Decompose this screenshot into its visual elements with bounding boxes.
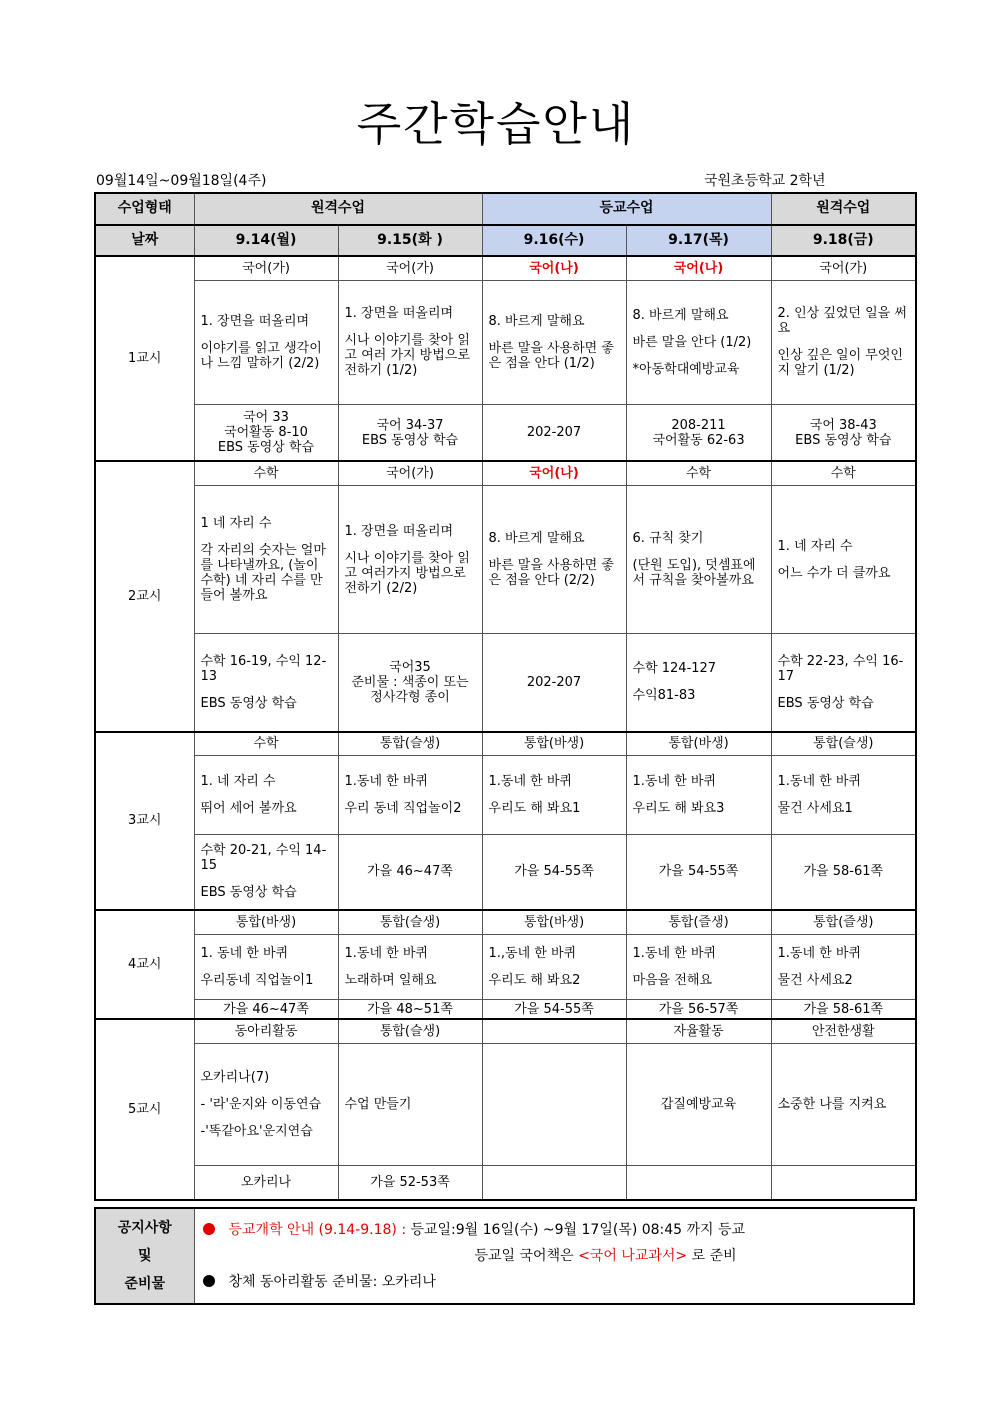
lesson-line: 소중한 나를 지켜요 (777, 1096, 887, 1112)
day-fri: 9.18(금) (771, 225, 916, 257)
notice-label-line: 준비물 (124, 1276, 166, 1292)
pages-row (95, 634, 916, 732)
remote-class-label-2: 원격수업 (771, 193, 916, 225)
lesson-line: 수업 만들기 (344, 1096, 412, 1112)
pages-line: 202-207 (526, 674, 582, 690)
pages-line: 가을 58-61쪽 (803, 864, 884, 880)
lesson-row (95, 935, 916, 1000)
subject-row (95, 910, 916, 934)
lesson-line: - '라'운지와 이동연습 (200, 1096, 322, 1112)
period-label: 1교시 (95, 256, 194, 461)
week-range: 09월14일~09월18일(4주) (96, 173, 267, 189)
pages-line: 준비물 : 색종이 또는 정사각형 종이 (351, 674, 469, 705)
pages-cell (482, 1165, 626, 1200)
subject-cell: 통합(바생) (194, 910, 338, 934)
notice-label-line: 및 (137, 1248, 152, 1264)
lesson-cell (194, 486, 338, 634)
day-mon: 9.14(월) (194, 225, 338, 257)
lesson-line: 1. 장면을 떠올리며 (200, 313, 310, 329)
lesson-line: 우리도 해 봐요2 (488, 973, 581, 989)
lesson-row (95, 756, 916, 834)
lesson-row (95, 486, 916, 634)
pages-row (95, 1165, 916, 1200)
subject-cell: 통합(바생) (482, 732, 626, 756)
lesson-line: 시나 이야기를 찾아 읽고 여러가지 방법으로 전하기 (2/2) (344, 550, 470, 596)
pages-line: 수학 20-21, 수익 14-15 (200, 843, 327, 874)
pages-line: 가을 46~47쪽 (223, 1001, 309, 1017)
notice-line-1 (203, 1217, 906, 1243)
lesson-line: 1. 네 자리 수 (777, 538, 853, 554)
lesson-cell (338, 280, 482, 404)
pages-line: EBS 동영상 학습 (200, 695, 297, 711)
lesson-cell (194, 756, 338, 834)
subject-row (95, 1019, 916, 1043)
lesson-line: 우리도 해 봐요3 (632, 800, 725, 816)
subject-cell: 동아리활동 (194, 1019, 338, 1043)
notice-label (95, 1208, 194, 1304)
lesson-line: 1.동네 한 바퀴 (632, 773, 716, 789)
pages-line: 수익81-83 (632, 688, 696, 704)
lesson-line: (단원 도입), 덧셈표에서 규칙을 찾아볼까요 (632, 558, 756, 589)
pages-line: 수학 124-127 (632, 661, 717, 677)
lesson-line: -'똑같아요'운지연습 (200, 1123, 313, 1139)
subject-row (95, 256, 916, 280)
lesson-cell (771, 280, 916, 404)
pages-row (95, 834, 916, 910)
pages-cell (626, 404, 771, 461)
header-row-date (95, 225, 916, 257)
subject-cell: 국어(가) (194, 256, 338, 280)
lesson-line: 1 네 자리 수 (200, 516, 272, 532)
pages-line: 수학 22-23, 수익 16-17 (777, 653, 904, 684)
subject-cell: 자율활동 (626, 1019, 771, 1043)
lesson-line: 1. 장면을 떠올리며 (344, 523, 454, 539)
pages-line: 오카리나 (240, 1174, 292, 1190)
pages-line: EBS 동영상 학습 (795, 432, 892, 448)
subject-cell: 국어(가) (338, 461, 482, 485)
subject-cell: 통합(바생) (482, 910, 626, 934)
day-thu: 9.17(목) (626, 225, 771, 257)
pages-line: 가을 46~47쪽 (367, 864, 453, 880)
lesson-line: 8. 바르게 말해요 (488, 531, 585, 547)
pages-cell (482, 1000, 626, 1019)
subject-cell: 수학 (771, 461, 916, 485)
lesson-line: 우리동네 직업놀이1 (200, 973, 314, 989)
lesson-line: 2. 인상 깊었던 일을 써요 (777, 306, 907, 337)
pages-cell (482, 634, 626, 732)
pages-cell (771, 1165, 916, 1200)
pages-line: 가을 48~51쪽 (367, 1001, 453, 1017)
period-label: 2교시 (95, 461, 194, 731)
pages-row (95, 404, 916, 461)
pages-cell (338, 634, 482, 732)
pages-line: 국어 38-43 (809, 417, 877, 433)
subject-cell: 국어(나) (626, 256, 771, 280)
notice-label-line: 공지사항 (117, 1220, 172, 1236)
schedule-table (94, 192, 917, 1201)
subject-cell: 수학 (626, 461, 771, 485)
notice-line-3 (203, 1269, 906, 1295)
day-tue: 9.15(화 ) (338, 225, 482, 257)
pages-line: 가을 54-55쪽 (514, 864, 594, 880)
lesson-cell (626, 756, 771, 834)
pages-line: EBS 동영상 학습 (217, 440, 315, 456)
pages-cell (482, 834, 626, 910)
subject-cell: 통합(슬생) (338, 732, 482, 756)
lesson-cell (338, 1043, 482, 1165)
period-label: 3교시 (95, 732, 194, 911)
lesson-line: 1.동네 한 바퀴 (777, 946, 861, 962)
pages-cell (338, 404, 482, 461)
lesson-line: 1.,동네 한 바퀴 (488, 946, 577, 962)
pages-cell (194, 1165, 338, 1200)
lesson-line: 1. 네 자리 수 (200, 773, 276, 789)
pages-cell (338, 1165, 482, 1200)
lesson-cell (194, 280, 338, 404)
pages-cell (338, 1000, 482, 1019)
pages-line: 국어35 (389, 659, 431, 675)
lesson-line: 1.동네 한 바퀴 (777, 773, 861, 789)
lesson-line: 1.동네 한 바퀴 (344, 946, 428, 962)
pages-line: 국어 33 (243, 410, 289, 426)
lesson-line: 6. 규칙 찾기 (632, 531, 704, 547)
black-bullet-icon (203, 1275, 215, 1287)
lesson-cell (338, 756, 482, 834)
lesson-cell (626, 1043, 771, 1165)
lesson-line: 바른 말을 안다 (1/2) (632, 334, 752, 350)
pages-cell (194, 634, 338, 732)
pages-line: 국어활동 8-10 (224, 425, 308, 441)
lesson-line: *아동학대예방교육 (632, 361, 740, 377)
pages-cell (771, 834, 916, 910)
pages-cell (771, 634, 916, 732)
notice-book-prefix: 등교일 국어책은 (474, 1248, 574, 1264)
subject-cell: 안전한생활 (771, 1019, 916, 1043)
lesson-cell (482, 756, 626, 834)
period-label: 5교시 (95, 1019, 194, 1200)
subject-cell: 통합(슬생) (338, 910, 482, 934)
subject-cell: 통합(슬생) (771, 732, 916, 756)
day-wed: 9.16(수) (482, 225, 626, 257)
period-label: 4교시 (95, 910, 194, 1019)
lesson-cell (771, 935, 916, 1000)
pages-line: 수학 16-19, 수익 12-13 (200, 653, 327, 684)
lesson-line: 1. 동네 한 바퀴 (200, 946, 289, 962)
header-row-type (95, 193, 916, 225)
pages-line: EBS 동영상 학습 (361, 432, 459, 448)
notice-school-open: 등교개학 안내 (9.14-9.18) : (228, 1222, 407, 1238)
lesson-line: 1.동네 한 바퀴 (632, 946, 716, 962)
subject-cell: 통합(바생) (626, 732, 771, 756)
lesson-line: 노래하며 일해요 (344, 973, 437, 989)
subject-cell: 국어(가) (771, 256, 916, 280)
pages-line: 가을 58-61쪽 (803, 1001, 884, 1017)
notice-body (194, 1208, 914, 1304)
subject-cell: 국어(나) (482, 256, 626, 280)
lesson-cell (482, 935, 626, 1000)
pages-cell (194, 834, 338, 910)
lesson-line: 뛰어 세어 볼까요 (200, 800, 297, 816)
lesson-line: 오카리나(7) (200, 1069, 270, 1085)
subject-cell: 통합(즐생) (771, 910, 916, 934)
subject-row (95, 461, 916, 485)
lesson-line: 마음을 전해요 (632, 973, 712, 989)
lesson-line: 인상 깊은 일이 무엇인지 알기 (1/2) (777, 348, 903, 379)
pages-line: 208-211 (671, 417, 726, 433)
lesson-cell (771, 1043, 916, 1165)
lesson-line: 어느 수가 더 클까요 (777, 565, 891, 581)
lesson-cell (626, 935, 771, 1000)
lesson-line: 우리 동네 직업놀이2 (344, 800, 462, 816)
lesson-line: 우리도 해 봐요1 (488, 800, 581, 816)
pages-line: EBS 동영상 학습 (777, 695, 874, 711)
lesson-line: 시나 이야기를 찾아 읽고 여러 가지 방법으로 전하기 (1/2) (344, 333, 470, 379)
notice-club-supplies: 창체 동아리활동 준비물: 오카리나 (228, 1274, 436, 1290)
subject-cell: 수학 (194, 461, 338, 485)
pages-cell (194, 404, 338, 461)
page-title: 주간학습안내 (356, 97, 636, 151)
type-label: 수업형태 (95, 193, 194, 225)
subject-cell: 수학 (194, 732, 338, 756)
lesson-cell (338, 935, 482, 1000)
lesson-cell (626, 486, 771, 634)
lesson-line: 이야기를 읽고 생각이나 느낌 말하기 (2/2) (200, 340, 322, 371)
lesson-line: 물건 사세요1 (777, 800, 853, 816)
pages-cell (626, 834, 771, 910)
subject-cell: 국어(나) (482, 461, 626, 485)
pages-line: 국어 34-37 (376, 417, 444, 433)
subject-cell: 통합(즐생) (626, 910, 771, 934)
lesson-line: 각 자리의 숫자는 얼마를 나타낼까요, (놀이 수학) 네 자리 수를 만들어 볼까요 (200, 543, 326, 604)
lesson-line: 8. 바르게 말해요 (488, 313, 585, 329)
lesson-row (95, 280, 916, 404)
lesson-line: 8. 바르게 말해요 (632, 307, 729, 323)
notice-book-name: <국어 나교과서> (578, 1248, 688, 1264)
lesson-cell (771, 756, 916, 834)
lesson-cell (482, 1043, 626, 1165)
pages-cell (771, 1000, 916, 1019)
pages-line: 가을 54-55쪽 (514, 1001, 594, 1017)
pages-cell (338, 834, 482, 910)
pages-line: 가을 56-57쪽 (658, 1001, 739, 1017)
pages-line: 202-207 (526, 425, 582, 441)
lesson-cell (338, 486, 482, 634)
notice-line-2 (203, 1243, 906, 1269)
lesson-line: 1.동네 한 바퀴 (488, 773, 572, 789)
red-bullet-icon (203, 1223, 215, 1235)
notice-school-days: 등교일:9월 16일(수) ~9월 17일(목) 08:45 까지 등교 (410, 1222, 746, 1238)
lesson-cell (194, 1043, 338, 1165)
lesson-line: 바른 말을 사용하면 좋은 점을 안다 (1/2) (488, 340, 614, 371)
subject-cell: 통합(슬생) (338, 1019, 482, 1043)
remote-class-label: 원격수업 (194, 193, 482, 225)
school-grade: 국원초등학교 2학년 (704, 173, 826, 189)
lesson-row (95, 1043, 916, 1165)
lesson-cell (626, 280, 771, 404)
subject-cell: 국어(가) (338, 256, 482, 280)
subject-row (95, 732, 916, 756)
pages-line: 가을 54-55쪽 (658, 864, 739, 880)
pages-cell (626, 634, 771, 732)
lesson-cell (771, 486, 916, 634)
pages-cell (626, 1000, 771, 1019)
pages-cell (194, 1000, 338, 1019)
date-label: 날짜 (95, 225, 194, 257)
pages-cell (482, 404, 626, 461)
lesson-cell (482, 280, 626, 404)
pages-line: 국어활동 62-63 (652, 432, 745, 448)
lesson-line: 바른 말을 사용하면 좋은 점을 안다 (2/2) (488, 558, 614, 589)
pages-line: 가을 52-53쪽 (370, 1174, 450, 1190)
lesson-cell (194, 935, 338, 1000)
notice-table (94, 1207, 915, 1305)
subject-cell (482, 1019, 626, 1043)
pages-cell (626, 1165, 771, 1200)
notice-book-suffix: 로 준비 (691, 1248, 737, 1264)
pages-cell (771, 404, 916, 461)
lesson-line: 1. 장면을 떠올리며 (344, 306, 454, 322)
lesson-cell (482, 486, 626, 634)
lesson-line: 1.동네 한 바퀴 (344, 773, 428, 789)
pages-line: EBS 동영상 학습 (200, 885, 297, 901)
lesson-line: 물건 사세요2 (777, 973, 853, 989)
pages-row (95, 1000, 916, 1019)
lesson-line: 갑질예방교육 (660, 1096, 737, 1112)
school-class-label: 등교수업 (482, 193, 771, 225)
